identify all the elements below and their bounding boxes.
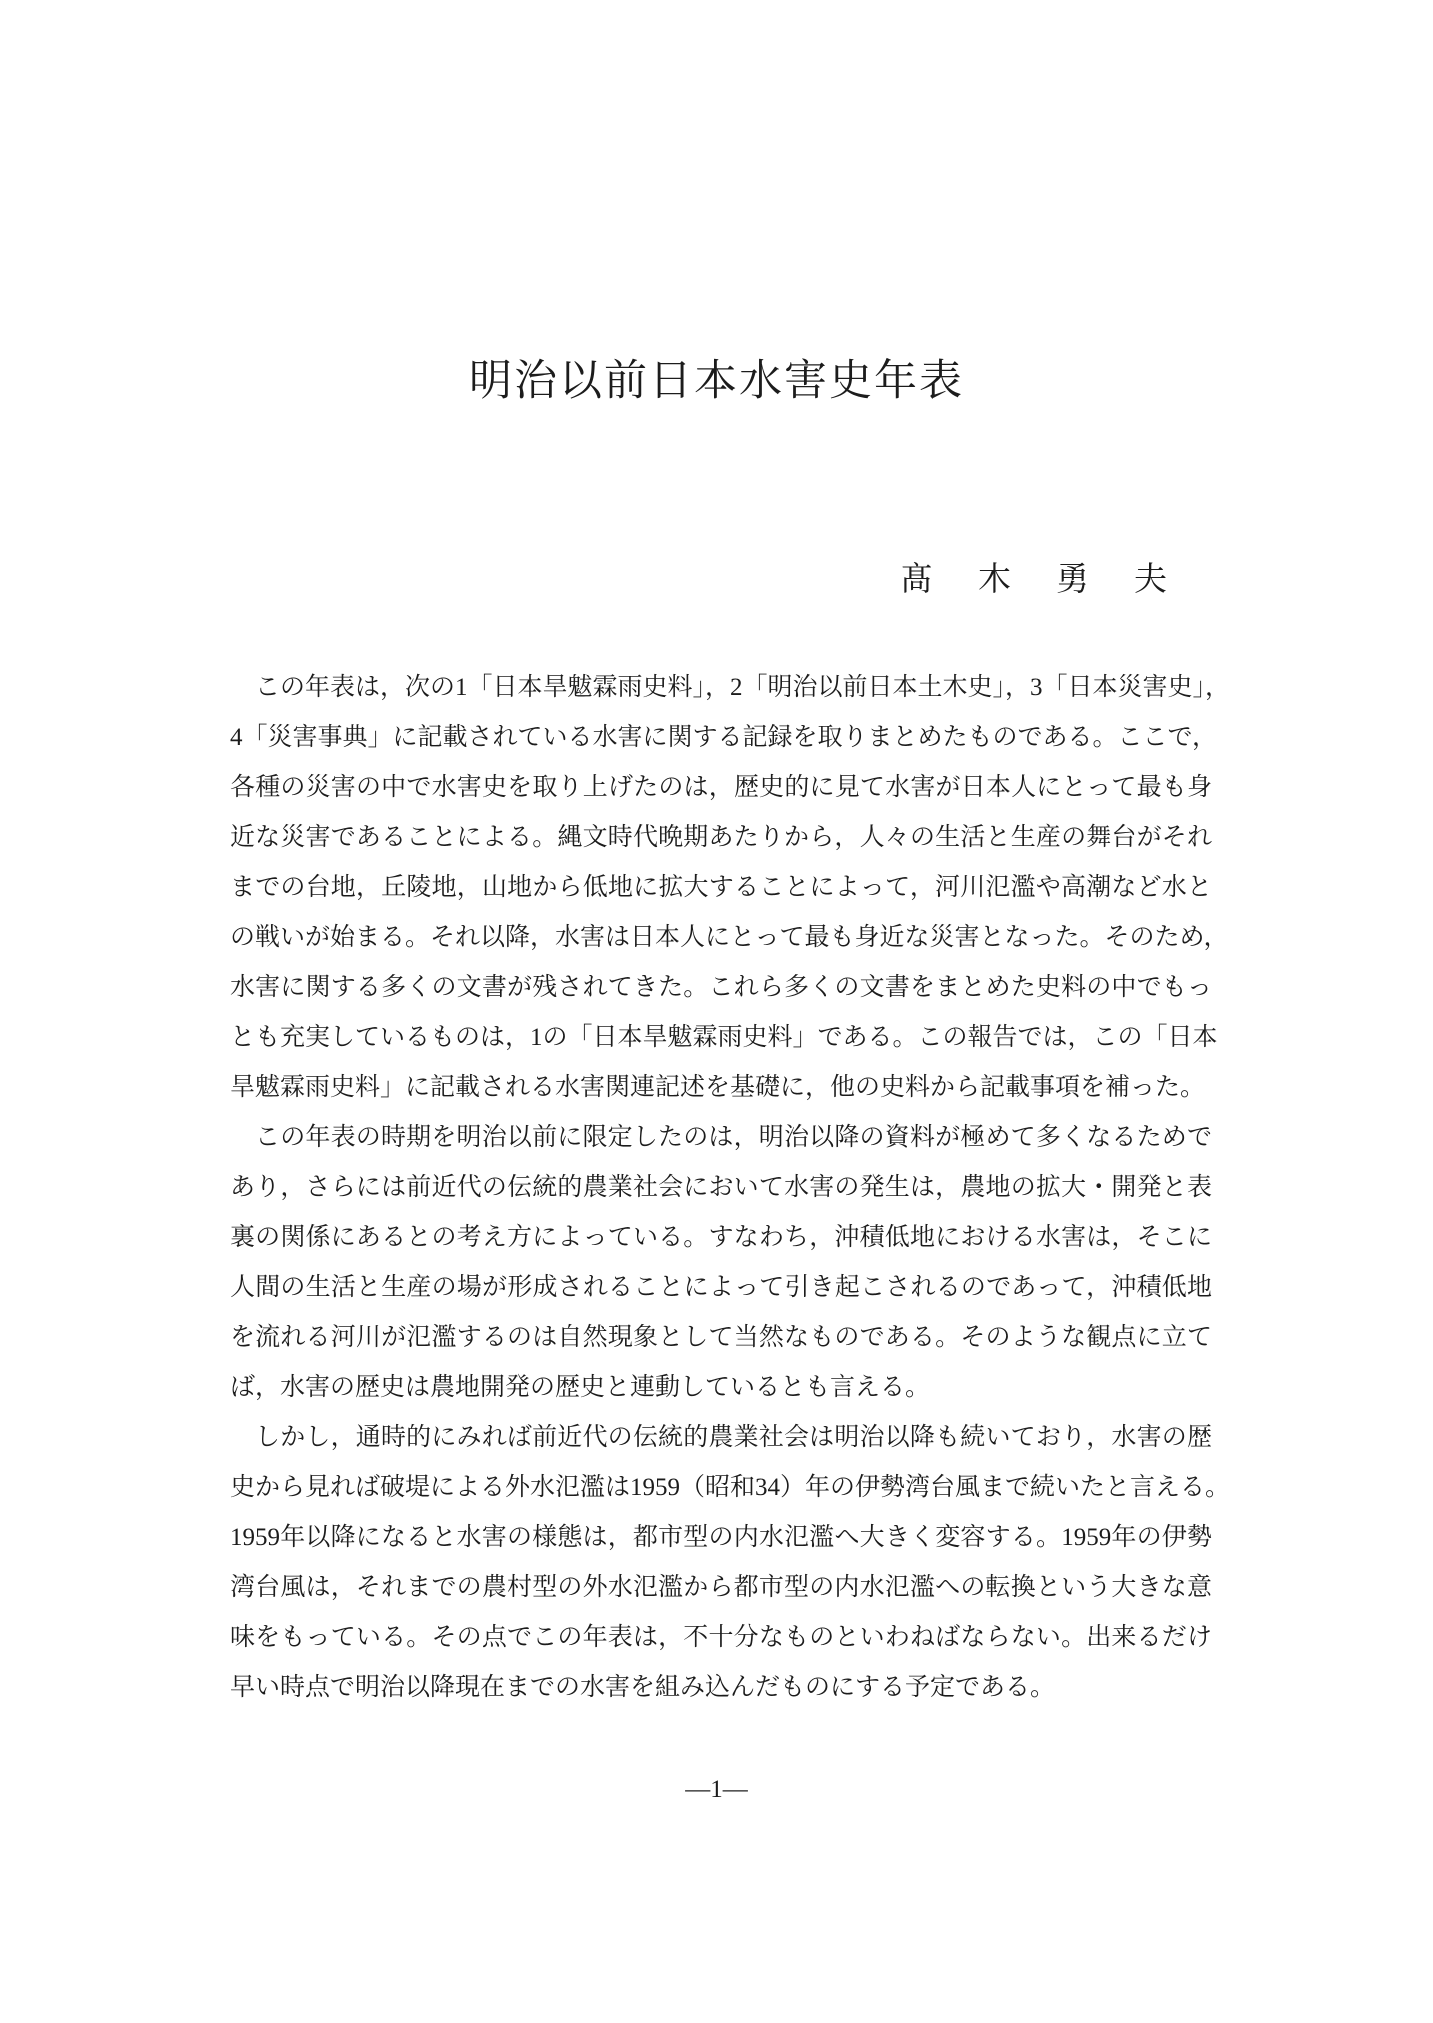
paragraph-1 (230, 663, 1231, 1113)
body-line: 湾台風は，それまでの農村型の外水氾濫から都市型の内水氾濫への転換という大きな意 (230, 1574, 1212, 1601)
body-line: 4「災害事典」に記載されている水害に関する記録を取りまとめたものである。ここで， (230, 724, 1218, 751)
body-line: この年表は，次の1「日本旱魃霖雨史料」，2「明治以前日本土木史」，3「日本災害史」， (255, 674, 1231, 701)
body-line: この年表の時期を明治以前に限定したのは，明治以降の資料が極めて多くなるためで (255, 1124, 1212, 1151)
body-line: 味をもっている。その点でこの年表は，不十分なものといわねばならない。出来るだけ (230, 1624, 1212, 1651)
body-line: 人間の生活と生産の場が形成されることによって引き起こされるのであって，沖積低地 (230, 1274, 1212, 1301)
author-name: 髙 木 勇 夫 (900, 562, 1173, 598)
document-title: 明治以前日本水害史年表 (469, 358, 964, 405)
body-line: の戦いが始まる。それ以降，水害は日本人にとって最も身近な災害となった。そのため， (230, 924, 1229, 951)
body-line: 1959年以降になると水害の様態は，都市型の内水氾濫へ大きく変容する。1959年の伊勢 (230, 1524, 1212, 1551)
body-line: しかし，通時的にみれば前近代の伝統的農業社会は明治以降も続いており，水害の歴 (255, 1424, 1212, 1451)
body-line: 史から見れば破堤による外水氾濫は1959（昭和34）年の伊勢湾台風まで続いたと言える。 (230, 1474, 1231, 1501)
body-line: までの台地，丘陵地，山地から低地に拡大することによって，河川氾濫や高潮など水と (230, 874, 1212, 901)
body-line: 早い時点で明治以降現在までの水害を組み込んだものにする予定である。 (230, 1674, 1056, 1701)
body-line: とも充実しているものは，1の「日本旱魃霖雨史料」である。この報告では，この「日本 (230, 1024, 1218, 1051)
body-line: 裏の関係にあるとの考え方によっている。すなわち，沖積低地における水害は，そこに (230, 1224, 1212, 1251)
page-number: ―1― (685, 1776, 748, 1803)
body-line: あり，さらには前近代の伝統的農業社会において水害の発生は，農地の拡大・開発と表 (230, 1174, 1212, 1201)
body-line: 各種の災害の中で水害史を取り上げたのは，歴史的に見て水害が日本人にとって最も身 (230, 774, 1212, 801)
paragraph-2 (230, 1113, 1212, 1413)
paragraph-3 (230, 1413, 1231, 1713)
body-text (230, 663, 1231, 1713)
body-line: 水害に関する多くの文書が残されてきた。これら多くの文書をまとめた史料の中でもっ (230, 974, 1212, 1001)
body-line: を流れる河川が氾濫するのは自然現象として当然なものである。そのような観点に立て (230, 1324, 1212, 1351)
body-line: 旱魃霖雨史料」に記載される水害関連記述を基礎に，他の史料から記載事項を補った。 (230, 1074, 1206, 1101)
body-line: 近な災害であることによる。縄文時代晩期あたりから，人々の生活と生産の舞台がそれ (230, 824, 1212, 851)
body-line: ば，水害の歴史は農地開発の歴史と連動しているとも言える。 (230, 1374, 931, 1401)
